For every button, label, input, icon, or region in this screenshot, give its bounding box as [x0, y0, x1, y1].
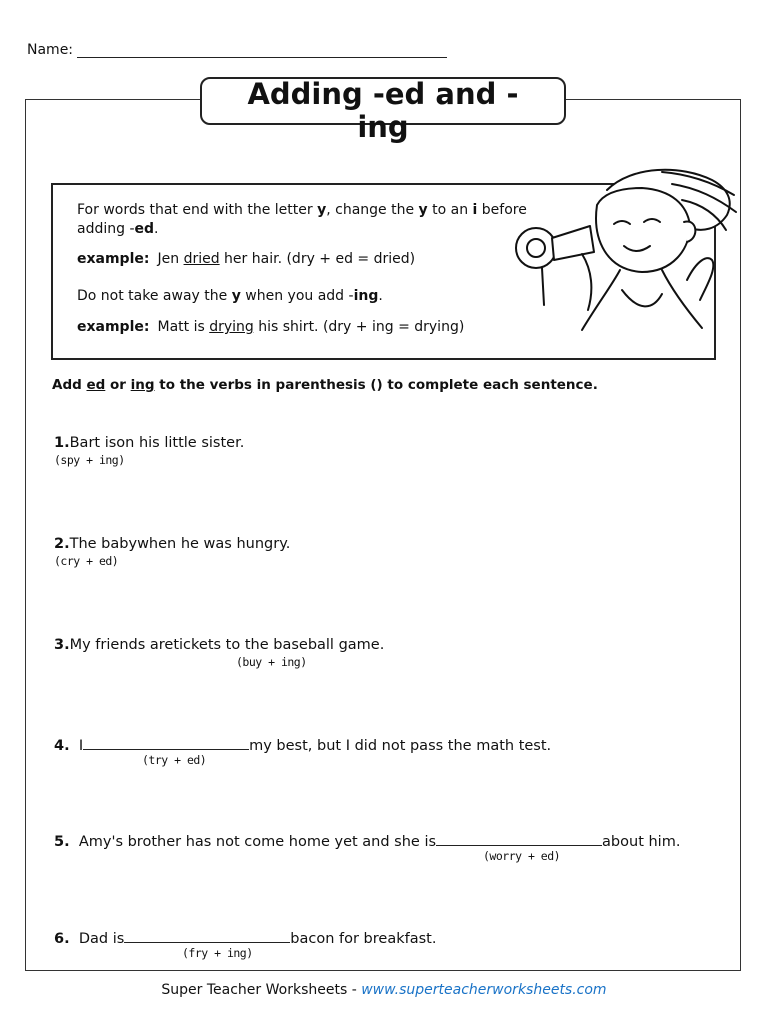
question-text: tickets to the baseball game. — [173, 637, 385, 653]
instructions-ing: ing — [130, 377, 155, 393]
rule-1-text: to an — [427, 202, 473, 218]
example-2 — [77, 318, 464, 337]
rule-2 — [77, 287, 383, 306]
question-number: 6. — [54, 931, 70, 947]
question-1 — [54, 435, 244, 451]
question-text: The baby — [69, 536, 138, 552]
rule-1-text: adding - — [77, 221, 135, 237]
question-5-hint: (worry + ed) — [483, 849, 561, 863]
question-text: my best, but I did not pass the math test. — [249, 738, 552, 754]
instructions — [52, 377, 598, 393]
title-line-2: ing — [357, 110, 409, 144]
example-word: drying — [209, 319, 254, 335]
example-text: Matt is — [157, 319, 210, 335]
question-text: I — [78, 738, 84, 754]
instructions-text: or — [105, 377, 131, 393]
hair-dryer-illustration — [512, 160, 742, 340]
instructions-text: to the verbs in parenthesis () to complete each sentence. — [154, 377, 598, 393]
rule-1-text: , change the — [326, 202, 419, 218]
question-4 — [54, 735, 551, 754]
question-number: 1. — [54, 435, 70, 451]
footer — [0, 982, 768, 998]
example-label: example: — [77, 319, 150, 335]
name-row — [27, 42, 447, 58]
question-6-hint: (fry + ing) — [182, 946, 253, 960]
example-1 — [77, 250, 415, 269]
rule-1 — [77, 201, 527, 239]
name-label: Name: — [27, 42, 74, 58]
rule-1-ed: ed — [134, 221, 155, 237]
question-text: on his little sister. — [116, 435, 245, 451]
question-1-hint: (spy + ing) — [54, 453, 125, 467]
question-6 — [54, 928, 436, 947]
footer-brand: Super Teacher Worksheets - — [161, 982, 362, 998]
instructions-text: Add — [52, 377, 87, 393]
rule-2-text: Do not take away the — [77, 288, 232, 304]
rule-2-ing: ing — [353, 288, 379, 304]
example-text: her hair. (dry + ed = dried) — [219, 251, 416, 267]
question-text: Dad is — [78, 931, 125, 947]
question-number: 2. — [54, 536, 70, 552]
question-3 — [54, 637, 384, 653]
footer-link[interactable]: www.superteacherworksheets.com — [361, 982, 607, 998]
answer-blank-4[interactable] — [83, 735, 249, 750]
question-3-hint: (buy + ing) — [236, 655, 307, 669]
example-word: dried — [183, 251, 220, 267]
answer-blank-5[interactable] — [436, 831, 602, 846]
rule-2-y: y — [231, 288, 241, 304]
question-4-hint: (try + ed) — [142, 753, 207, 767]
rule-1-text: . — [154, 221, 159, 237]
question-number: 5. — [54, 834, 70, 850]
question-2 — [54, 536, 290, 552]
rule-2-text: when you add - — [240, 288, 354, 304]
question-number: 3. — [54, 637, 70, 653]
question-2-hint: (cry + ed) — [54, 554, 119, 568]
rule-1-y: y — [317, 202, 327, 218]
question-text: when he was hungry. — [137, 536, 291, 552]
question-5 — [54, 831, 680, 850]
example-text: Jen — [157, 251, 184, 267]
name-field[interactable] — [77, 43, 447, 58]
rule-1-text: before — [477, 202, 527, 218]
question-text: Amy's brother has not come home yet and she is — [78, 834, 437, 850]
answer-blank-6[interactable] — [124, 928, 290, 943]
example-text: his shirt. (dry + ing = drying) — [253, 319, 465, 335]
question-text: bacon for breakfast. — [290, 931, 437, 947]
question-text: My friends are — [69, 637, 174, 653]
instructions-ed: ed — [86, 377, 106, 393]
question-number: 4. — [54, 738, 70, 754]
rule-1-i: i — [472, 202, 478, 218]
rule-1-text: For words that end with the letter — [77, 202, 318, 218]
rule-2-text: . — [378, 288, 383, 304]
question-text: Bart is — [69, 435, 117, 451]
example-label: example: — [77, 251, 150, 267]
rule-1-y: y — [418, 202, 428, 218]
page-title — [200, 78, 566, 144]
question-text: about him. — [602, 834, 681, 850]
title-line-1: Adding -ed and - — [247, 77, 519, 111]
